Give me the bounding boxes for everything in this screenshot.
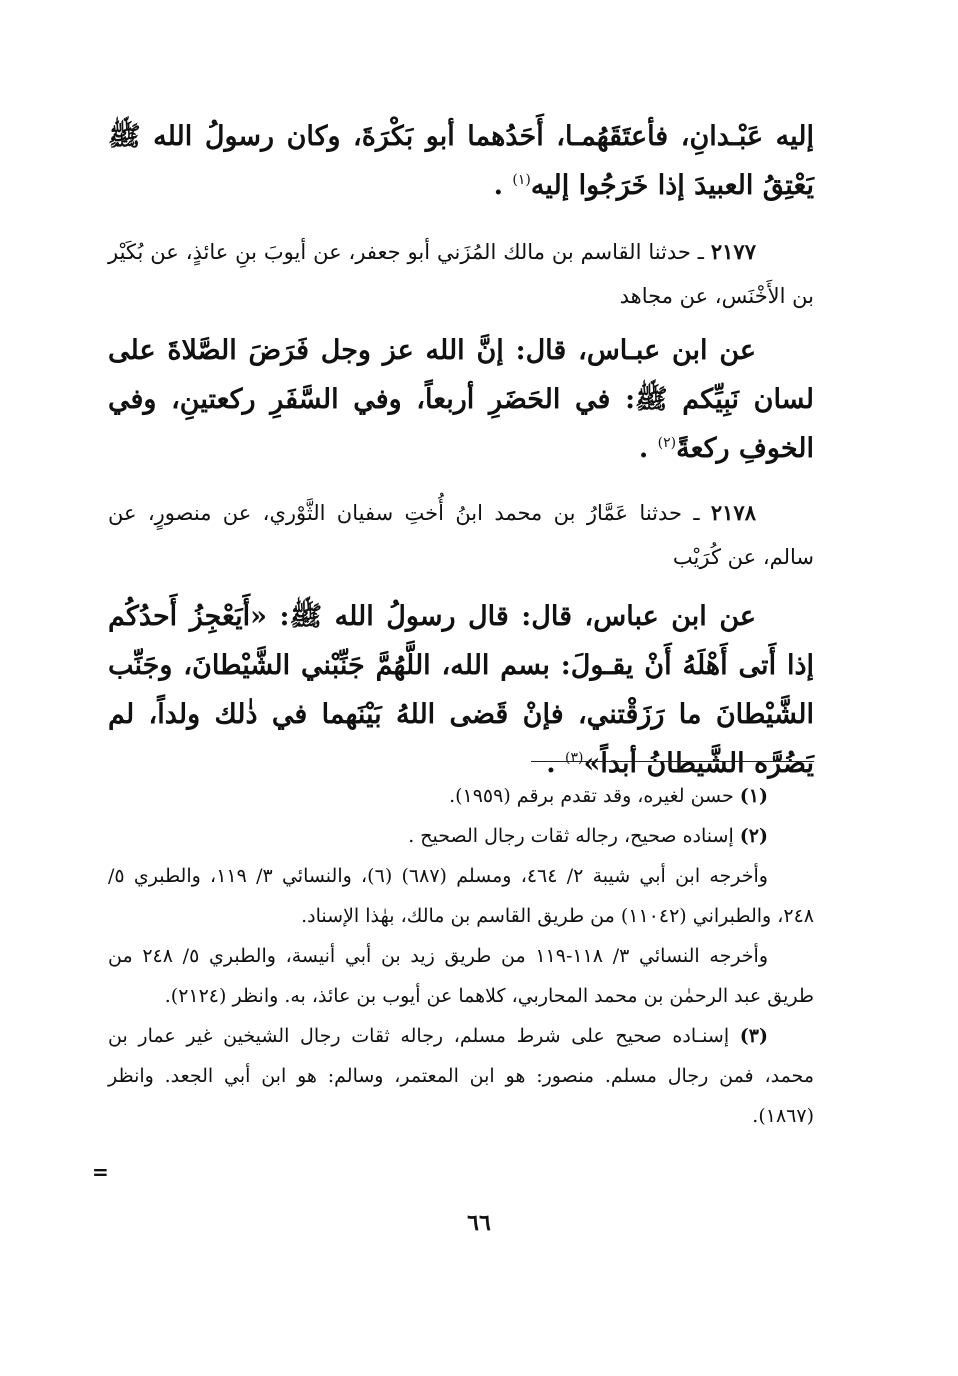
footnote-1 [108,776,814,816]
page-number: ٦٦ [467,1210,491,1236]
footnotes [108,776,814,1136]
footnote-2-paragraph-3: وأخرجه النسائي ٣/ ١١٨-١١٩ من طريق زيد بن أبي أنيسة، والطبري ٥/ ٢٤٨ من طريق عبد الرحمٰن بن محمد المحاربي، كلاهما عن أيوب بن عائذ، به. وانظر (٢١٢٤). [108,945,814,1007]
hadith-2178-matn-text: عن ابن عباس، قال: قال رسولُ الله ﷺ: «أَيَعْجِزُ أَحدُكُم إذا أَتى أَهْلَهُ أَنْ يقـولَ: بسم الله، اللَّهُمَّ جَنِّبْني الشَّيْطانَ، وجَنِّب الشَّيْطانَ ما رَزَقْتني، فإنْ قَضى اللهُ بَيْنَهما في ذٰلك ولداً، لم يَضُرَّه الشَّيطانُ أبداً» [108,601,814,779]
hadith-continuation-text: إليه عَبْـدانِ، فأعتَقَهُمـا، أَحَدُهما أبو بَكْرَةَ، وكان رسولُ الله ﷺ يَعْتِقُ العبيدَ إذا خَرَجُوا إليه [108,121,814,201]
footnote-3 [108,1016,814,1136]
hadith-2178-isnad-text: ـ حدثنا عَمَّارُ بن محمد ابنُ أُختِ سفيان الثَّوْري، عن منصورٍ، عن سالم، عن كُرَيْب [108,501,814,569]
footnote-2-number: (٢) [739,825,768,847]
footnote-1-number: (١) [739,785,768,807]
continuation-mark: = [92,1160,109,1184]
footnote-2-paragraph-2: وأخرجه ابن أبي شيبة ٢/ ٤٦٤، ومسلم (٦٨٧) (٦)، والنسائي ٣/ ١١٩، والطبري ٥/ ٢٤٨، والطبراني (١١٠٤٢) من طريق القاسم بن مالك، بهٰذا الإسناد. [108,865,814,927]
footnote-ref-1: (١) [512,172,531,188]
hadith-continuation [108,112,814,210]
footnote-2 [108,816,814,856]
hadith-2177-isnad-text: ـ حدثنا القاسم بن مالك المُزَني أبو جعفر، عن أيوبَ بنِ عائذٍ، عن بُكَيْر بن الأَخْنَس، عن مجاهد [108,240,814,308]
hadith-2178-number: ٢١٧٨ [710,500,756,525]
footnote-separator [531,761,814,762]
hadith-2177-matn [108,326,814,473]
footnote-2-text: إسناده صحيح، رجاله ثقات رجال الصحيح . [408,825,740,847]
footnote-ref-2: (٢) [657,435,677,451]
footnote-1-text: حسن لغيره، وقد تقدم برقم (١٩٥٩). [449,785,740,807]
hadith-2178-matn-end: . [546,748,566,779]
hadith-2178-isnad [108,491,814,579]
hadith-continuation-end: . [493,170,513,201]
hadith-2177-number: ٢١٧٧ [710,239,756,264]
hadith-2178-matn [108,592,814,788]
hadith-2177-matn-text: عن ابن عبـاس، قال: إنَّ الله عز وجل فَرَضَ الصَّلاةَ على لسان نَبِيِّكم ﷺ: في الحَضَرِ أربعاً، وفي السَّفَرِ ركعتينِ، وفي الخوفِ ركعةً [108,335,814,464]
footnote-3-text: إسنـاده صحيح على شرط مسلم، رجاله ثقات رجال الشيخين غير عمار بن محمد، فمن رجال مسلم. منصور: هو ابن المعتمر، وسالم: هو ابن أبي الجعد. وانظر (١٨٦٧). [108,1025,814,1127]
footnote-3-number: (٣) [739,1025,768,1047]
footnote-ref-3: (٣) [565,750,584,766]
hadith-2177-isnad [108,230,814,318]
hadith-2177-matn-end: . [638,433,658,464]
